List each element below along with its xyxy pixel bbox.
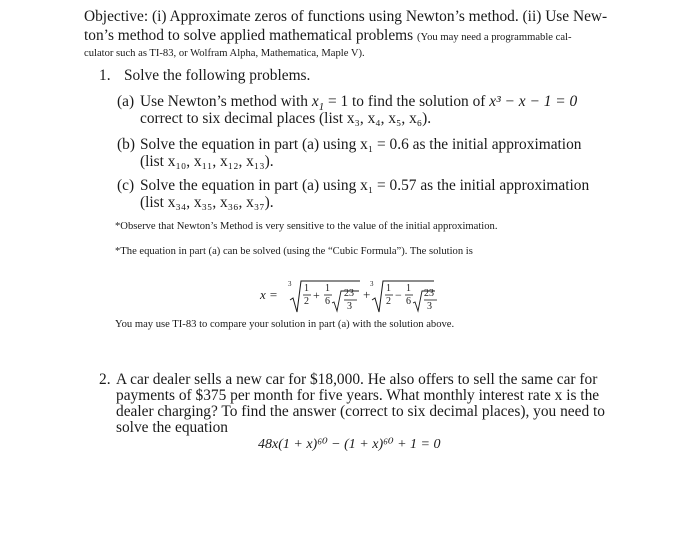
plus-inner-1: + — [313, 288, 320, 302]
part-a-line-2: correct to six decimal places (list x₃, x₄, x₅, x₆). — [140, 110, 432, 127]
frac-num-23: 23 — [344, 288, 354, 299]
part-c-label: (c) — [117, 177, 135, 194]
part-a-label: (a) — [117, 93, 135, 110]
cube-root-index-1: 3 — [288, 280, 292, 288]
problem-2-number: 2. — [99, 371, 111, 388]
problem-1-number: 1. — [99, 67, 111, 84]
frac-den-2b: 2 — [386, 296, 391, 307]
part-c-line-2: (list x₃₄, x₃₅, x₃₆, x₃₇). — [140, 194, 274, 211]
frac-num-1: 1 — [304, 283, 309, 294]
frac-num-23b: 23 — [424, 288, 434, 299]
frac-num-1d: 1 — [406, 283, 411, 294]
part-b-line-1: Solve the equation in part (a) using x₁ = 0.6 as the initial approximation — [140, 136, 582, 153]
note-sensitivity: *Observe that Newton’s Method is very sensitive to the value of the initial approximation. — [115, 221, 498, 232]
part-b-line-2: (list x₁₀, x₁₁, x₁₂, x₁₃). — [140, 153, 274, 170]
formula-lhs: x = — [260, 287, 278, 302]
part-a-x1: $x_1$ — [311, 93, 325, 114]
problem-2-equation: 48x(1 + x)⁶⁰ − (1 + x)⁶⁰ + 1 = 0 — [258, 437, 441, 452]
problem-2-line-4: solve the equation — [116, 419, 228, 436]
plus-outer: + — [363, 287, 371, 302]
part-a-text-2: = 1 to find the solution of — [327, 93, 486, 110]
objective-line-2-paren: (You may need a programmable cal- — [416, 32, 572, 43]
part-a-text: Use Newton’s method with — [140, 93, 308, 110]
problem-1-title: Solve the following problems. — [124, 67, 311, 84]
problem-2-line-3: dealer charging? To find the answer (correct to six decimal places), you need to — [116, 403, 605, 420]
note-ti83: You may use TI-83 to compare your solution in part (a) with the solution above. — [115, 319, 455, 330]
frac-den-6: 6 — [325, 296, 330, 307]
cube-root-index-2: 3 — [370, 280, 374, 288]
part-a-line-1 — [140, 93, 578, 114]
objective-line-2 — [84, 27, 572, 45]
objective-line-3: culator such as TI-83, or Wolfram Alpha, Mathematica, Maple V). — [84, 48, 365, 59]
frac-den-3b: 3 — [427, 301, 432, 312]
part-a-equation: x³ − x − 1 = 0 — [489, 93, 578, 110]
note-cubic-formula: *The equation in part (a) can be solved (using the “Cubic Formula”). The solution is — [115, 246, 473, 257]
minus-inner: − — [395, 288, 402, 302]
objective-line-2-main: ton’s method to solve applied mathematical problems — [84, 27, 414, 44]
frac-den-3: 3 — [347, 301, 352, 312]
frac-den-2: 2 — [304, 296, 309, 307]
problem-2-line-2: payments of $375 per month for five years. What monthly interest rate x is the — [116, 387, 600, 404]
part-c-line-1: Solve the equation in part (a) using x₁ = 0.57 as the initial approximation — [140, 177, 590, 194]
frac-num-1c: 1 — [386, 283, 391, 294]
frac-den-6b: 6 — [406, 296, 411, 307]
problem-2-line-1: A car dealer sells a new car for $18,000. He also offers to sell the same car for — [116, 371, 598, 388]
part-b-label: (b) — [117, 136, 135, 153]
objective-line-1: Objective: (i) Approximate zeros of functions using Newton’s method. (ii) Use New- — [84, 8, 608, 25]
frac-num-1b: 1 — [325, 283, 330, 294]
